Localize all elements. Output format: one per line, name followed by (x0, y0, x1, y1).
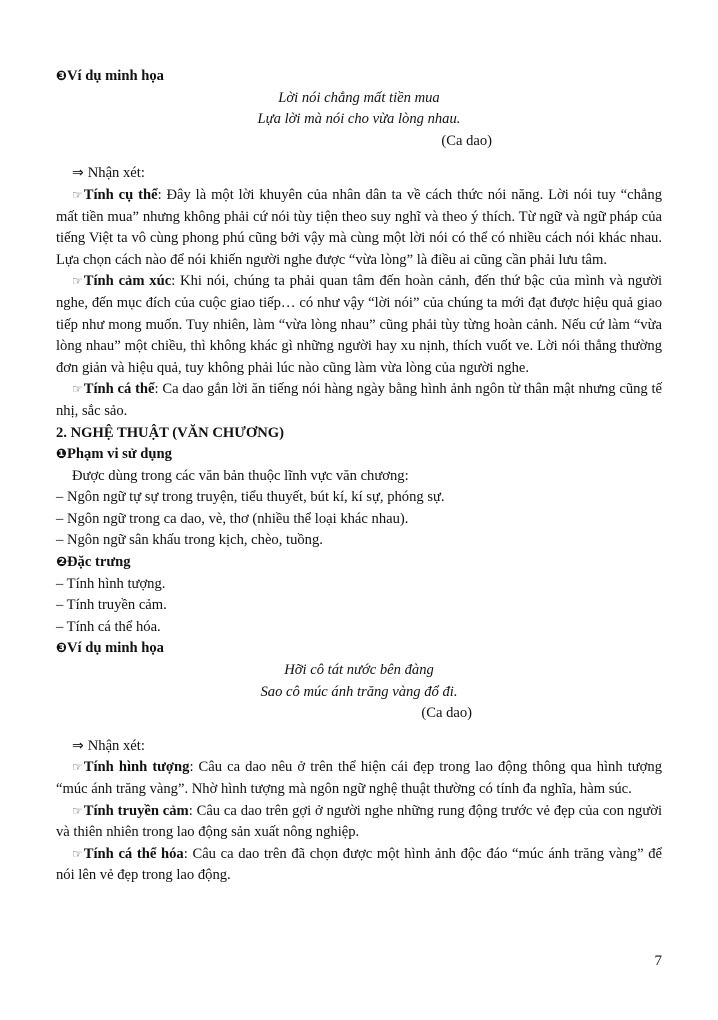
poem-line: Hỡi cô tát nước bên đàng (284, 662, 434, 679)
number-3-icon: ❸ (56, 69, 68, 84)
subsection-heading: ❸Ví dụ minh họa (56, 640, 164, 657)
paragraph: ☞Tính cá thể hóa: Câu ca dao trên đã chọn được một hình ảnh độc đáo “múc ánh trăng vàng” để nói lên vẻ đẹp trong lao động. (56, 845, 662, 884)
number-3-icon: ❸ (56, 641, 68, 657)
paragraph: ☞Tính cảm xúc: Khi nói, chúng ta phải quan tâm đến hoàn cảnh, đến thứ bậc của mình và người nghe, đến mục đích của cuộc giao tiếp… có như vậy “lời nói” của chúng ta mới đạt được hiệu quả giao tiếp như mong muốn. Tuy nhiên, làm “vừa lòng nhau” cũng phải tùy từng hoàn cảnh. Nếu cứ làm “vừa lòng nhau” một chiều, thì không khác gì những người hay xu nịnh, thích vuốt ve. Lời nói thẳng thường đơn giản và hiệu quả, tuy không phải lúc nào cũng làm vừa lòng của người nghe. (56, 273, 662, 376)
paragraph: Được dùng trong các văn bản thuộc lĩnh vực văn chương: (72, 467, 409, 484)
subsection-heading: ❶Phạm vi sử dụng (56, 446, 172, 463)
paragraph: ☞Tính hình tượng: Câu ca dao nêu ở trên thể hiện cái đẹp trong lao động thông qua hình tượng “múc ánh trăng vàng”. Nhờ hình tượng mà ngôn ngữ nghệ thuật thường có tính đa nghĩa, hàm súc. (56, 759, 662, 797)
paragraph: ☞Tính truyền cảm: Câu ca dao trên gợi ở người nghe những rung động trước vẻ đẹp của con người và thiên nhiên trong lao động sản xuất nông nghiệp. (56, 802, 662, 841)
number-1-icon: ❶ (56, 447, 68, 463)
poem-line: Lời nói chẳng mất tiền mua (278, 89, 440, 106)
section-heading: ❸Ví dụ minh họa (56, 68, 164, 84)
paragraph: ☞Tính cá thể: Ca dao gắn lời ăn tiếng nói hàng ngày bằng hình ảnh ngôn từ thân mật nhưng cũng tế nhị, sắc sảo. (56, 381, 663, 419)
pointing-hand-icon: ☞ (72, 187, 83, 202)
double-arrow-icon: ⇒ (72, 737, 84, 754)
poem-source: (Ca dao) (421, 705, 472, 722)
list-item: – Ngôn ngữ trong ca dao, vè, thơ (nhiều thể loại khác nhau). (56, 510, 409, 527)
pointing-hand-icon: ☞ (72, 382, 83, 397)
remark-label: ⇒ Nhận xét: (72, 165, 145, 182)
list-item: – Tính truyền cảm. (56, 597, 167, 614)
number-2-icon: ❷ (56, 555, 68, 571)
paragraph: ☞Tính cụ thể: Đây là một lời khuyên của nhân dân ta về cách thức nói năng. Lời nói tuy “chẳng mất tiền mua” nhưng không phải cứ nói tùy tiện theo suy nghĩ và theo ý thích. Từ ngữ và ngữ pháp của tiếng Việt ta vô cùng phong phú cũng bởi vậy mà cùng một lời nói có thể có nhiều cách nói khác nhau. Lựa chọn cách nào để nói khiến người nghe được “vừa lòng” là điều ai cũng cần phải lưu tâm. (56, 186, 663, 268)
page-number: 7 (654, 953, 662, 969)
list-item: – Ngôn ngữ tự sự trong truyện, tiểu thuyết, bút kí, kí sự, phóng sự. (56, 489, 445, 506)
poem-line: Lựa lời mà nói cho vừa lòng nhau. (257, 111, 461, 128)
poem-source: (Ca dao) (441, 132, 492, 149)
page-content (56, 66, 662, 887)
pointing-hand-icon: ☞ (72, 803, 83, 818)
poem-line: Sao cô múc ánh trăng vàng đổ đi. (260, 683, 458, 700)
pointing-hand-icon: ☞ (72, 274, 83, 289)
remark-label: ⇒ Nhận xét: (72, 737, 145, 754)
subsection-heading: ❷Đặc trưng (56, 554, 131, 571)
section-title: 2. NGHỆ THUẬT (VĂN CHƯƠNG) (56, 424, 284, 441)
list-item: – Ngôn ngữ sân khấu trong kịch, chèo, tuồng. (56, 532, 323, 549)
list-item: – Tính cá thể hóa. (56, 618, 161, 635)
pointing-hand-icon: ☞ (72, 760, 83, 775)
list-item: – Tính hình tượng. (56, 575, 166, 592)
double-arrow-icon: ⇒ (72, 165, 84, 182)
pointing-hand-icon: ☞ (72, 846, 83, 861)
